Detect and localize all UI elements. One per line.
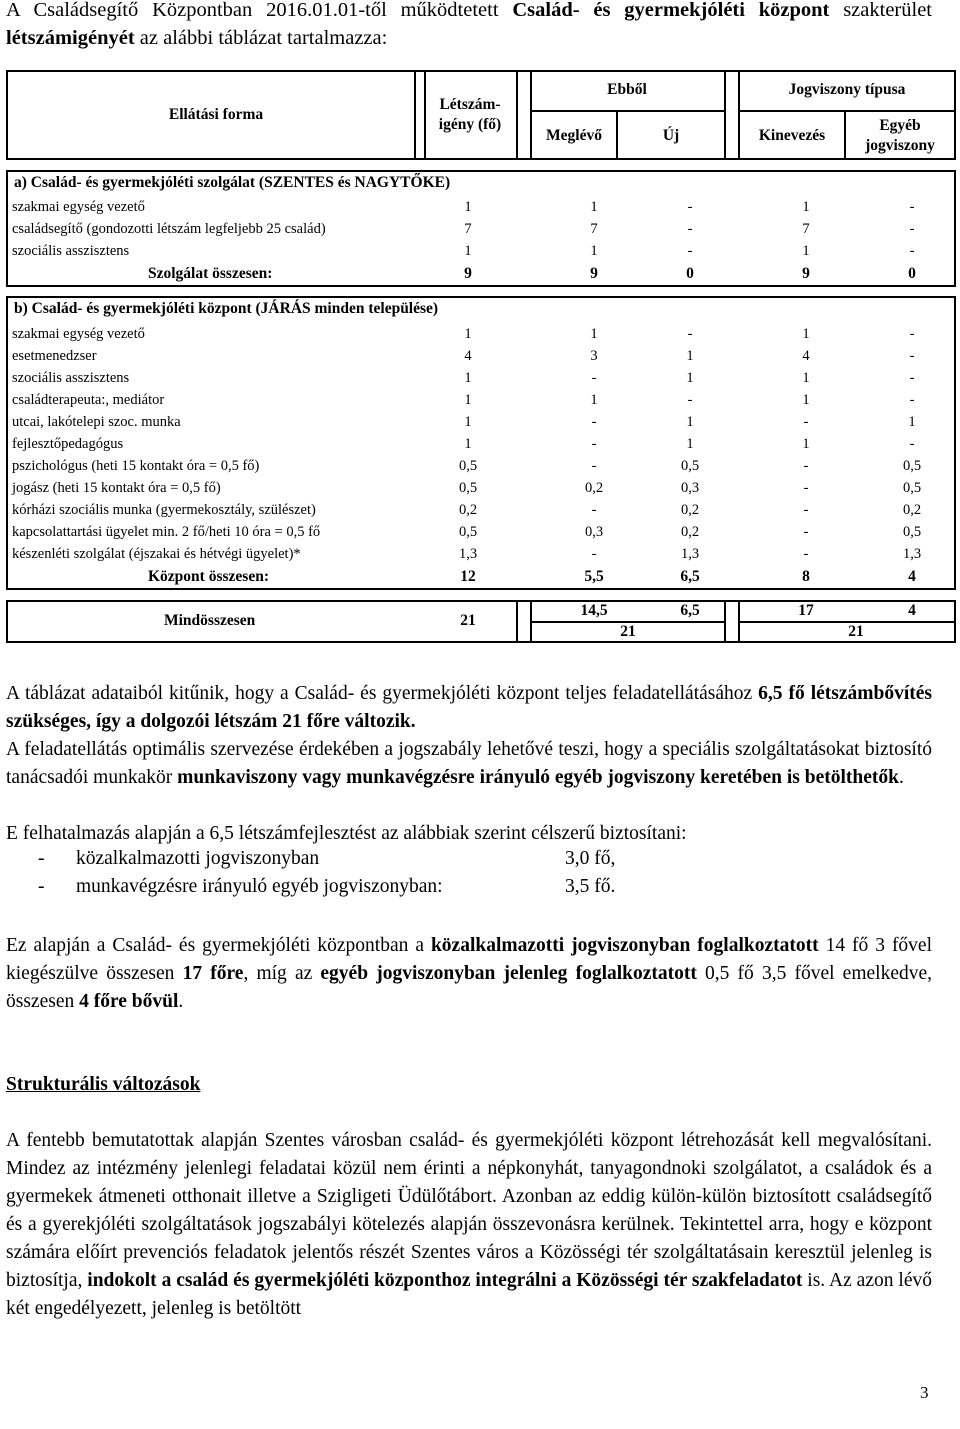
- cell-uj: 1: [686, 348, 694, 364]
- cell-letszam: 1: [464, 199, 472, 215]
- cell-meglevo: -: [591, 370, 597, 386]
- section-a-total-row: [6, 263, 956, 285]
- section-b-title: b) Család- és gyermekjóléti központ (JÁRÁS minden települése): [14, 300, 439, 317]
- row-label: pszichológus (heti 15 kontakt óra = 0,5 fő): [12, 458, 260, 474]
- cell-meglevo: 1: [590, 392, 598, 408]
- grand-kinevezes: 17: [798, 602, 814, 619]
- total-uj: 0: [686, 265, 694, 282]
- bullet-label: közalkalmazotti jogviszonyban: [76, 848, 320, 869]
- cell-uj: 0,2: [680, 502, 700, 518]
- grand-egyeb: 4: [908, 602, 916, 619]
- staffing-table: [6, 70, 956, 645]
- section-heading-text: Strukturális változások: [6, 1074, 201, 1095]
- cell-kinevezes: 1: [802, 199, 810, 215]
- row-label: kórházi szociális munka (gyermekosztály, szülészet): [12, 502, 316, 518]
- para2-bold: munkaviszony vagy munkavégzésre irányuló egyéb jogviszony keretében is betölthetők: [177, 767, 899, 788]
- cell-letszam: 1: [464, 370, 472, 386]
- header-egyeb-1: Egyéb: [879, 117, 921, 134]
- cell-egyeb: -: [909, 221, 915, 237]
- paragraph-1: [6, 680, 932, 736]
- para3-text: E felhatalmazás alapján a 6,5 létszámfejlesztést az alábbiak szerint célszerű biztosítani:: [6, 823, 687, 844]
- cell-meglevo: -: [591, 436, 597, 452]
- cell-meglevo: 0,2: [584, 480, 604, 496]
- cell-egyeb: 0,5: [902, 480, 922, 496]
- cell-kinevezes: 1: [802, 392, 810, 408]
- table-row: [6, 456, 956, 478]
- cell-egyeb: -: [909, 436, 915, 452]
- para4-bold-3: egyéb jogviszonyban jelenleg foglalkoztatott: [320, 963, 697, 984]
- para4-text-3: , míg az: [243, 963, 321, 984]
- row-label: családterapeuta:, mediátor: [12, 392, 165, 408]
- para4-bold-2: 17 főre: [182, 963, 244, 984]
- cell-letszam: 0,5: [458, 458, 478, 474]
- intro-text-3: az alábbi táblázat tartalmazza:: [134, 27, 388, 49]
- cell-meglevo: -: [591, 458, 597, 474]
- header-egyeb-2: jogviszony: [865, 137, 935, 154]
- total-meglevo: 5,5: [584, 568, 604, 585]
- cell-uj: -: [687, 243, 693, 259]
- cell-uj: -: [687, 221, 693, 237]
- grand-sum-ebbol: 21: [620, 623, 636, 640]
- row-label: utcai, lakótelepi szoc. munka: [12, 414, 181, 430]
- grand-meglevo: 14,5: [580, 602, 608, 619]
- cell-meglevo: 7: [590, 221, 598, 237]
- cell-letszam: 4: [464, 348, 472, 364]
- cell-egyeb: 0,5: [902, 524, 922, 540]
- section-b-total-row: [6, 566, 956, 588]
- header-jogviszony: Jogviszony típusa: [788, 81, 906, 98]
- paragraph-2: [6, 736, 932, 792]
- table-row: [6, 522, 956, 544]
- section-a-title: a) Család- és gyermekjóléti szolgálat (SZENTES és NAGYTŐKE): [14, 174, 451, 191]
- paragraph-5: [6, 1127, 932, 1323]
- total-meglevo: 9: [590, 265, 598, 282]
- table-row: [6, 324, 956, 346]
- row-label: jogász (heti 15 kontakt óra = 0,5 fő): [12, 480, 221, 496]
- grand-breakdown-row: [6, 600, 956, 622]
- intro-text-2: szakterület: [829, 0, 932, 21]
- cell-kinevezes: -: [803, 480, 809, 496]
- cell-meglevo: 3: [590, 348, 598, 364]
- bullet-dash: -: [38, 848, 45, 869]
- cell-uj: -: [687, 326, 693, 342]
- section-heading: [6, 1071, 932, 1099]
- cell-uj: -: [687, 199, 693, 215]
- para4-text-1: Ez alapján a Család- és gyermekjóléti központban a: [6, 935, 431, 956]
- para4-bold-1: közalkalmazotti jogviszonyban foglalkoztatott: [430, 935, 819, 956]
- total-kinevezes: 9: [802, 265, 810, 282]
- cell-letszam: 1: [464, 414, 472, 430]
- cell-letszam: 1: [464, 243, 472, 259]
- cell-uj: 0,3: [680, 480, 700, 496]
- table-row: [6, 346, 956, 368]
- cell-letszam: 7: [464, 221, 472, 237]
- row-label: szociális asszisztens: [12, 243, 130, 259]
- cell-meglevo: -: [591, 546, 597, 562]
- grand-label: Mindösszesen: [164, 612, 256, 629]
- para1-text: A táblázat adataiból kitűnik, hogy a Család- és gyermekjóléti központ teljes feladatellátásához: [6, 683, 759, 704]
- bullet-label: munkavégzésre irányuló egyéb jogviszonyban:: [76, 876, 443, 897]
- table-row: [6, 434, 956, 456]
- cell-meglevo: -: [591, 414, 597, 430]
- cell-egyeb: -: [909, 370, 915, 386]
- header-ebbol: Ebből: [607, 81, 647, 98]
- para5-text-2: is. Az azon lévő két engedélyezett, jelenleg is betöltött: [6, 1270, 932, 1319]
- intro-bold-2: létszámigényét: [6, 27, 135, 49]
- cell-kinevezes: -: [803, 502, 809, 518]
- cell-meglevo: 1: [590, 243, 598, 259]
- para4-text-2: 14 fő 3 fővel kiegészülve összesen: [6, 935, 933, 984]
- cell-egyeb: -: [909, 199, 915, 215]
- grand-total: 21: [460, 612, 476, 629]
- cell-letszam: 1: [464, 326, 472, 342]
- cell-meglevo: 1: [590, 199, 598, 215]
- cell-kinevezes: -: [803, 414, 809, 430]
- total-letszam: 12: [460, 568, 476, 585]
- cell-uj: 1: [686, 414, 694, 430]
- para4-text-5: .: [178, 991, 184, 1012]
- header-kinevezes: Kinevezés: [758, 127, 826, 144]
- para5-bold: indokolt a család és gyermekjóléti központhoz integrálni a Közösségi tér szakfeladatot: [87, 1270, 803, 1291]
- cell-kinevezes: 1: [802, 370, 810, 386]
- cell-egyeb: 1: [908, 414, 916, 430]
- row-label: kapcsolattartási ügyelet min. 2 fő/heti 10 óra = 0,5 fő: [12, 524, 321, 540]
- bullet-value: 3,5 fő.: [565, 876, 616, 897]
- cell-letszam: 1: [464, 436, 472, 452]
- table-row: [6, 219, 956, 241]
- grand-sum-row: [6, 621, 956, 643]
- intro-paragraph: [6, 0, 932, 52]
- row-label: esetmenedzser: [12, 348, 97, 364]
- table-row: [6, 197, 956, 219]
- table-row: [6, 544, 956, 566]
- row-label: családsegítő (gondozotti létszám legfeljebb 25 család): [12, 221, 326, 237]
- intro-text-1: A Családsegítő Központban 2016.01.01-től működtetett: [6, 0, 513, 21]
- cell-uj: 1: [686, 370, 694, 386]
- paragraph-4: [6, 932, 932, 1016]
- total-label: Szolgálat összesen:: [148, 265, 273, 282]
- total-egyeb: 0: [908, 265, 916, 282]
- cell-uj: 1: [686, 436, 694, 452]
- para4-bold-4: 4 főre bővül: [79, 991, 179, 1012]
- cell-meglevo: 1: [590, 326, 598, 342]
- para4-text-4: 0,5 fő 3,5 fővel emelkedve, összesen: [6, 963, 933, 1012]
- para2-text-2: .: [899, 767, 904, 788]
- header-uj: Új: [662, 127, 680, 144]
- total-label: Központ összesen:: [148, 568, 269, 585]
- table-row: [6, 478, 956, 500]
- cell-uj: 1,3: [680, 546, 700, 562]
- cell-uj: 0,2: [680, 524, 700, 540]
- page-number: 3: [920, 1383, 929, 1402]
- cell-uj: 0,5: [680, 458, 700, 474]
- cell-egyeb: -: [909, 348, 915, 364]
- table-row: [6, 412, 956, 434]
- cell-kinevezes: 1: [802, 436, 810, 452]
- cell-egyeb: -: [909, 392, 915, 408]
- row-label: szociális asszisztens: [12, 370, 130, 386]
- grand-sum-jogviszony: 21: [848, 623, 864, 640]
- cell-egyeb: 0,5: [902, 458, 922, 474]
- cell-letszam: 1: [464, 392, 472, 408]
- cell-letszam: 0,5: [458, 480, 478, 496]
- header-meglevo: Meglévő: [546, 127, 602, 144]
- cell-meglevo: -: [591, 502, 597, 518]
- paragraph-3: [6, 820, 932, 848]
- cell-kinevezes: 7: [802, 221, 810, 237]
- cell-letszam: 1,3: [458, 546, 478, 562]
- cell-egyeb: -: [909, 243, 915, 259]
- cell-kinevezes: 1: [802, 326, 810, 342]
- para2-text-1: A feladatellátás optimális szervezése érdekében a jogszabály lehetővé teszi, hogy a speciális szolgáltatásokat biztosító tanácsadói munkakör: [6, 739, 932, 788]
- header-letszam-1: Létszám-: [439, 96, 501, 113]
- cell-kinevezes: -: [803, 524, 809, 540]
- row-label: szakmai egység vezető: [12, 326, 145, 342]
- bullet-dash: -: [38, 876, 45, 897]
- total-uj: 6,5: [680, 568, 700, 585]
- table-row: [6, 500, 956, 522]
- para5-text-1: A fentebb bemutatottak alapján Szentes városban család- és gyermekjóléti központ létrehozását kell megvalósítani. Mindez az intézmény jelenlegi feladatai közül nem érinti a népkonyhát, tanyagondnoki szolgálatot, a családok és a gyermekek átmeneti otthonait illetve a Szigligeti Üdülőtábort. Azonban az eddig külön-külön biztosított családsegítő és a gyerekjóléti szolgáltatások jogszabályi kötelezés alapján összevonásra kerülnek. Tekintettel arra, hogy e központ számára előírt prevenciós feladatok jelentős részét Szentes város a Közösségi tér szolgáltatásain keresztül jelenleg is biztosítja,: [6, 1130, 932, 1291]
- cell-egyeb: -: [909, 326, 915, 342]
- para1-bold: 6,5 fő létszámbővítés szükséges, így a dolgozói létszám 21 főre változik.: [6, 683, 932, 732]
- cell-egyeb: 0,2: [902, 502, 922, 518]
- bullet-value: 3,0 fő,: [565, 848, 616, 869]
- table-row: [6, 390, 956, 412]
- total-egyeb: 4: [908, 568, 916, 585]
- total-letszam: 9: [464, 265, 472, 282]
- cell-kinevezes: 4: [802, 348, 810, 364]
- cell-egyeb: 1,3: [902, 546, 922, 562]
- cell-uj: -: [687, 392, 693, 408]
- cell-kinevezes: -: [803, 546, 809, 562]
- row-label: fejlesztőpedagógus: [12, 436, 124, 452]
- total-kinevezes: 8: [802, 568, 810, 585]
- intro-bold-1: Család- és gyermekjóléti központ: [512, 0, 830, 21]
- cell-kinevezes: 1: [802, 243, 810, 259]
- row-label: készenléti szolgálat (éjszakai és hétvégi ügyelet)*: [12, 546, 301, 562]
- header-letszam-2: igény (fő): [438, 116, 502, 133]
- cell-letszam: 0,2: [458, 502, 478, 518]
- cell-kinevezes: -: [803, 458, 809, 474]
- cell-meglevo: 0,3: [584, 524, 604, 540]
- header-ellatasi-forma: Ellátási forma: [168, 106, 264, 123]
- cell-letszam: 0,5: [458, 524, 478, 540]
- table-row: [6, 368, 956, 390]
- grand-uj: 6,5: [680, 602, 700, 619]
- row-label: szakmai egység vezető: [12, 199, 145, 215]
- table-row: [6, 241, 956, 263]
